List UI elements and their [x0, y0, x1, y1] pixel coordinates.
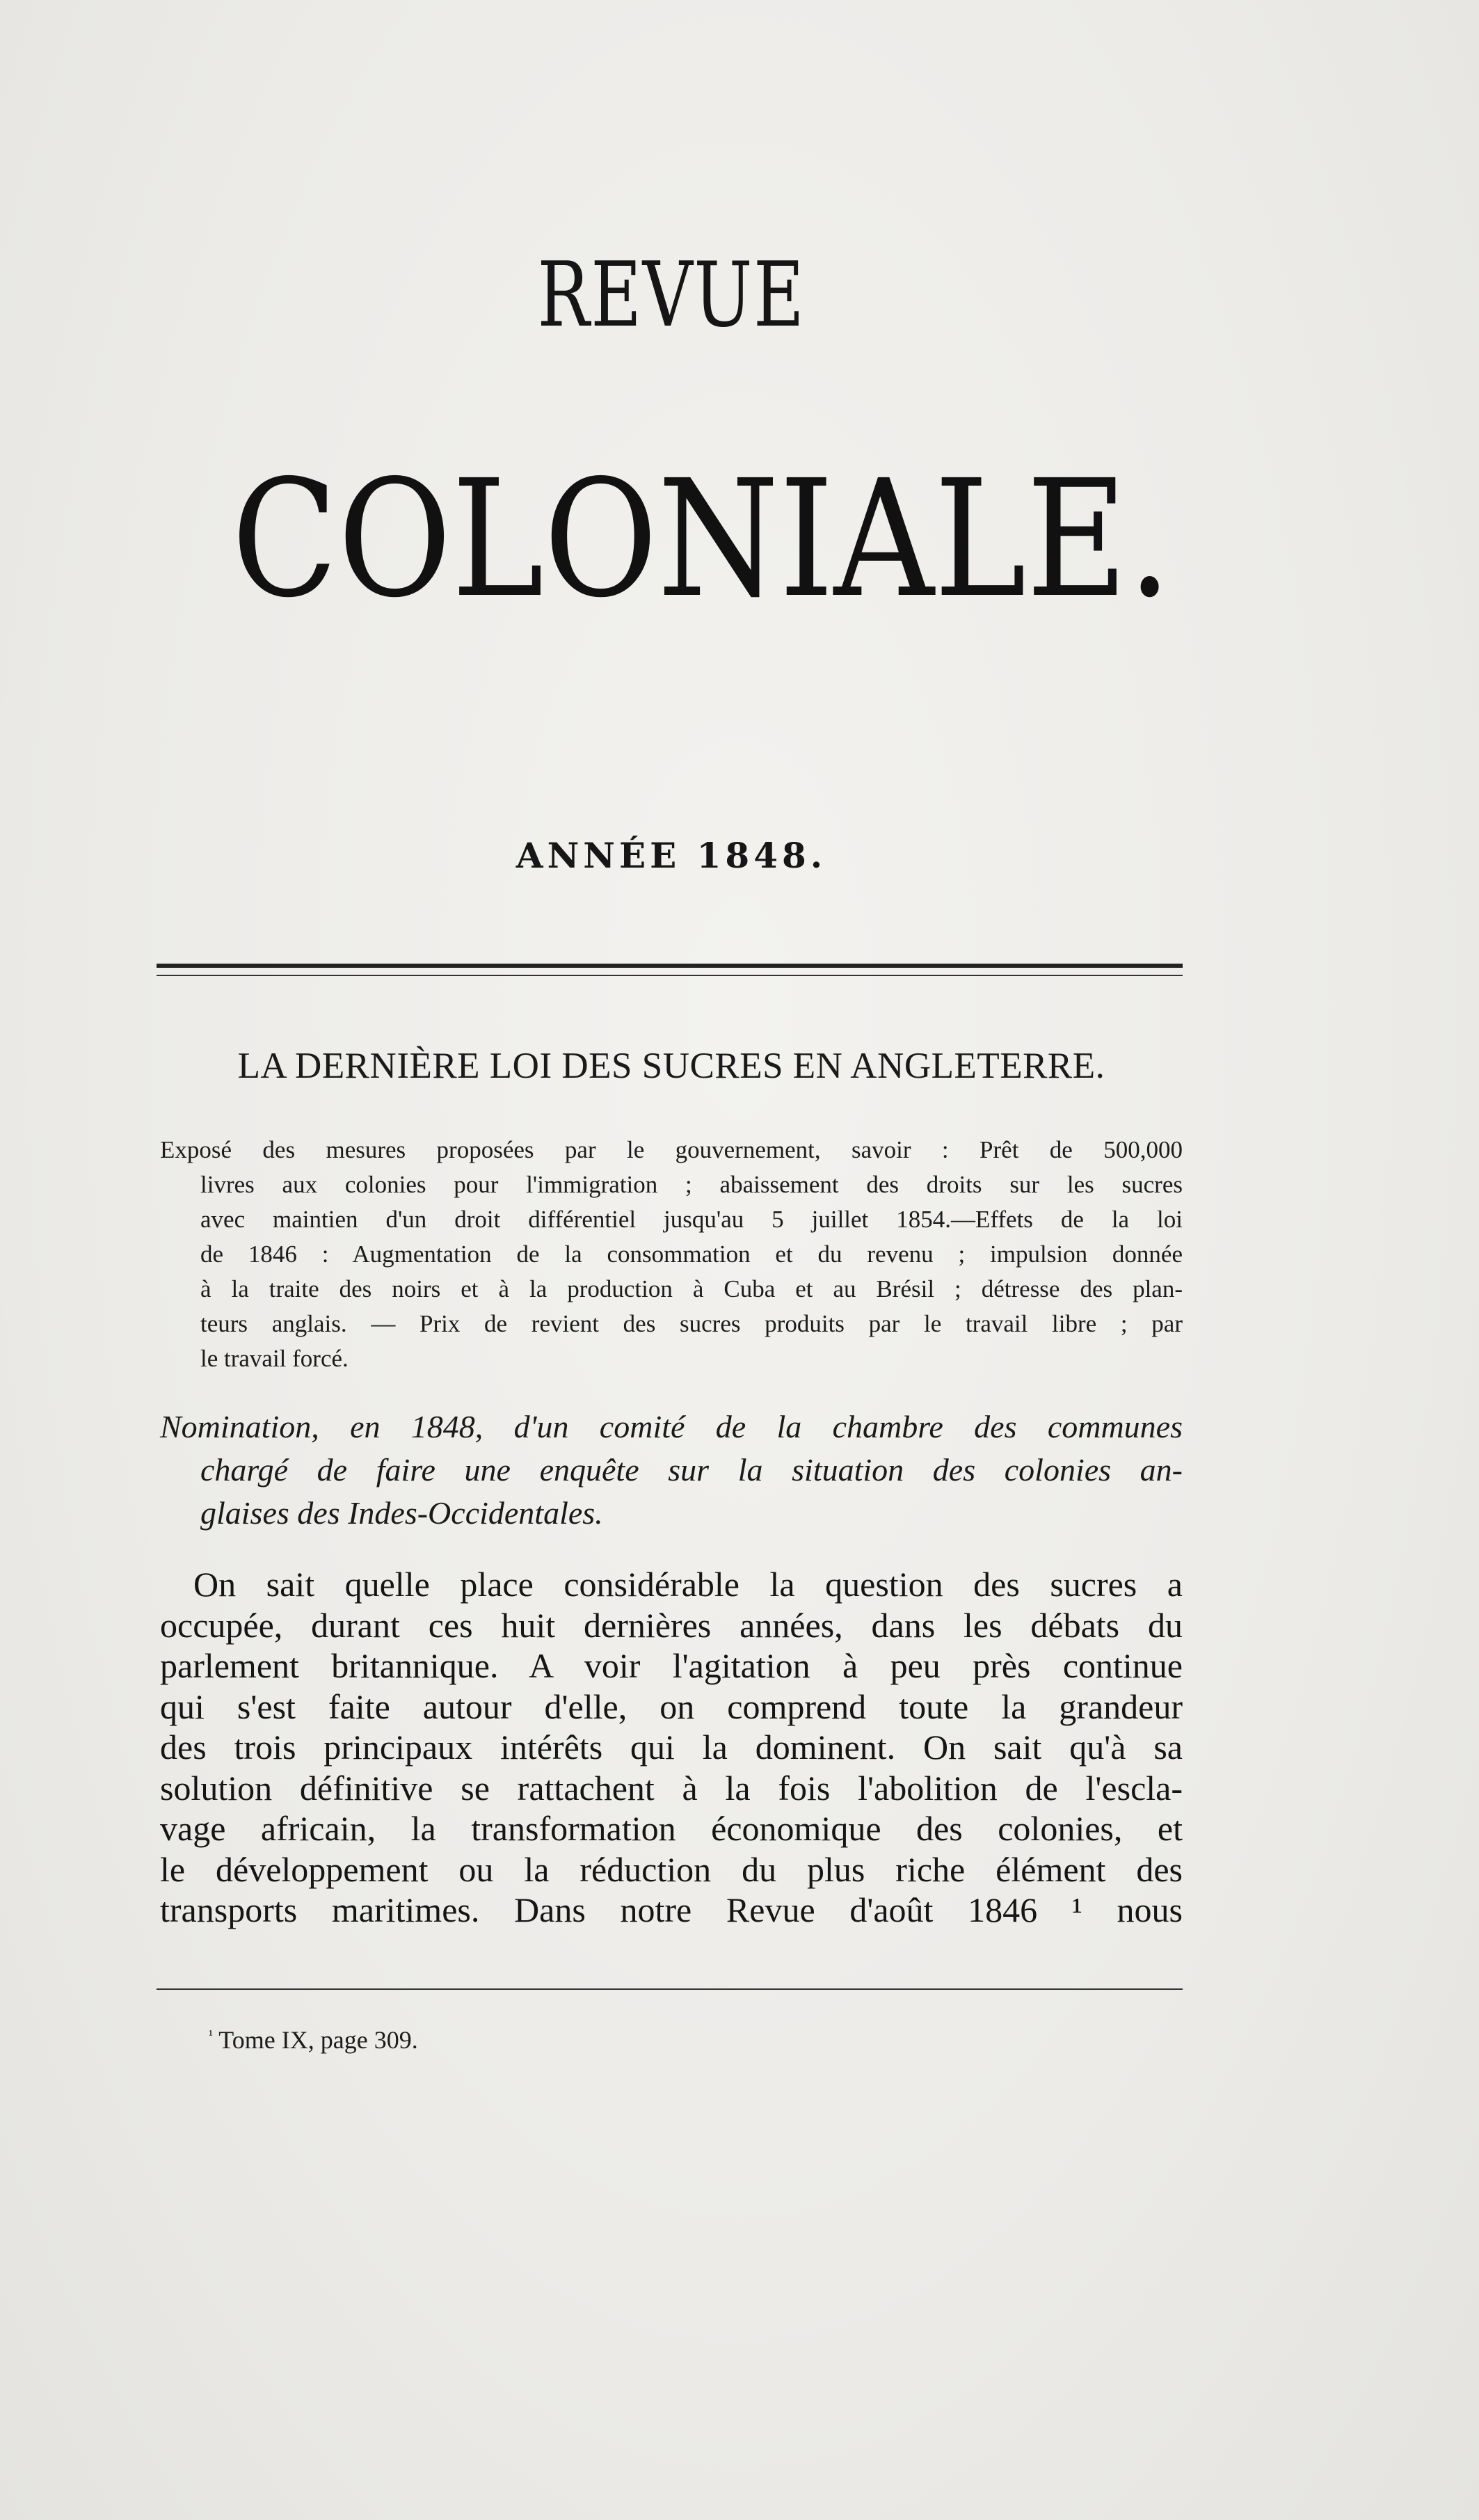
- header-double-rule: [157, 964, 1183, 976]
- body-line: parlement britannique. A voir l'agitation à peu près continue: [160, 1646, 1183, 1685]
- summary-line: teurs anglais. — Prix de revient des sucres produits par le travail libre ; par: [200, 1310, 1183, 1337]
- article-body: [160, 1564, 1183, 1931]
- body-line: vage africain, la transformation économique des colonies, et: [160, 1809, 1183, 1848]
- footnote-text: Tome IX, page 309.: [218, 2026, 418, 2054]
- body-line: le développement ou la réduction du plus riche élément des: [160, 1849, 1183, 1889]
- subtitle-line: glaises des Indes-Occidentales.: [200, 1495, 603, 1531]
- masthead-year: ANNÉE 1848.: [515, 835, 827, 876]
- article-subtitle: [160, 1405, 1183, 1535]
- article-summary: [160, 1133, 1183, 1376]
- article-headline: LA DERNIÈRE LOI DES SUCRES EN ANGLETERRE.: [237, 1046, 1105, 1086]
- footnote-marker: ¹: [209, 2027, 213, 2043]
- summary-line: livres aux colonies pour l'immigration ; abaissement des droits sur les sucres: [200, 1171, 1183, 1198]
- footnote-rule: [157, 1988, 1183, 1990]
- summary-line: le travail forcé.: [200, 1345, 349, 1372]
- subtitle-line: chargé de faire une enquête sur la situation des colonies an-: [200, 1452, 1183, 1488]
- summary-line: à la traite des noirs et à la production à Cuba et au Brésil ; détresse des plan-: [200, 1275, 1183, 1302]
- footnote: [209, 2025, 418, 2055]
- summary-line: Exposé des mesures proposées par le gouvernement, savoir : Prêt de 500,000: [160, 1136, 1183, 1163]
- body-line: occupée, durant ces huit dernières années, dans les débats du: [160, 1605, 1183, 1645]
- summary-line: avec maintien d'un droit différentiel jusqu'au 5 juillet 1854.—Effets de la loi: [200, 1206, 1183, 1233]
- subtitle-line: Nomination, en 1848, d'un comité de la chambre des communes: [160, 1409, 1183, 1444]
- body-line: transports maritimes. Dans notre Revue d'août 1846 ¹ nous: [160, 1890, 1183, 1929]
- summary-line: de 1846 : Augmentation de la consommation et du revenu ; impulsion donnée: [200, 1241, 1183, 1268]
- body-line: qui s'est faite autour d'elle, on comprend toute la grandeur: [160, 1686, 1183, 1726]
- body-line: On sait quelle place considérable la question des sucres a: [193, 1565, 1183, 1604]
- body-line: des trois principaux intérêts qui la dominent. On sait qu'à sa: [160, 1728, 1183, 1767]
- masthead-title-coloniale: COLONIALE.: [231, 445, 1172, 633]
- body-line: solution définitive se rattachent à la fois l'abolition de l'escla-: [160, 1768, 1183, 1808]
- masthead-title-revue: REVUE: [537, 244, 806, 347]
